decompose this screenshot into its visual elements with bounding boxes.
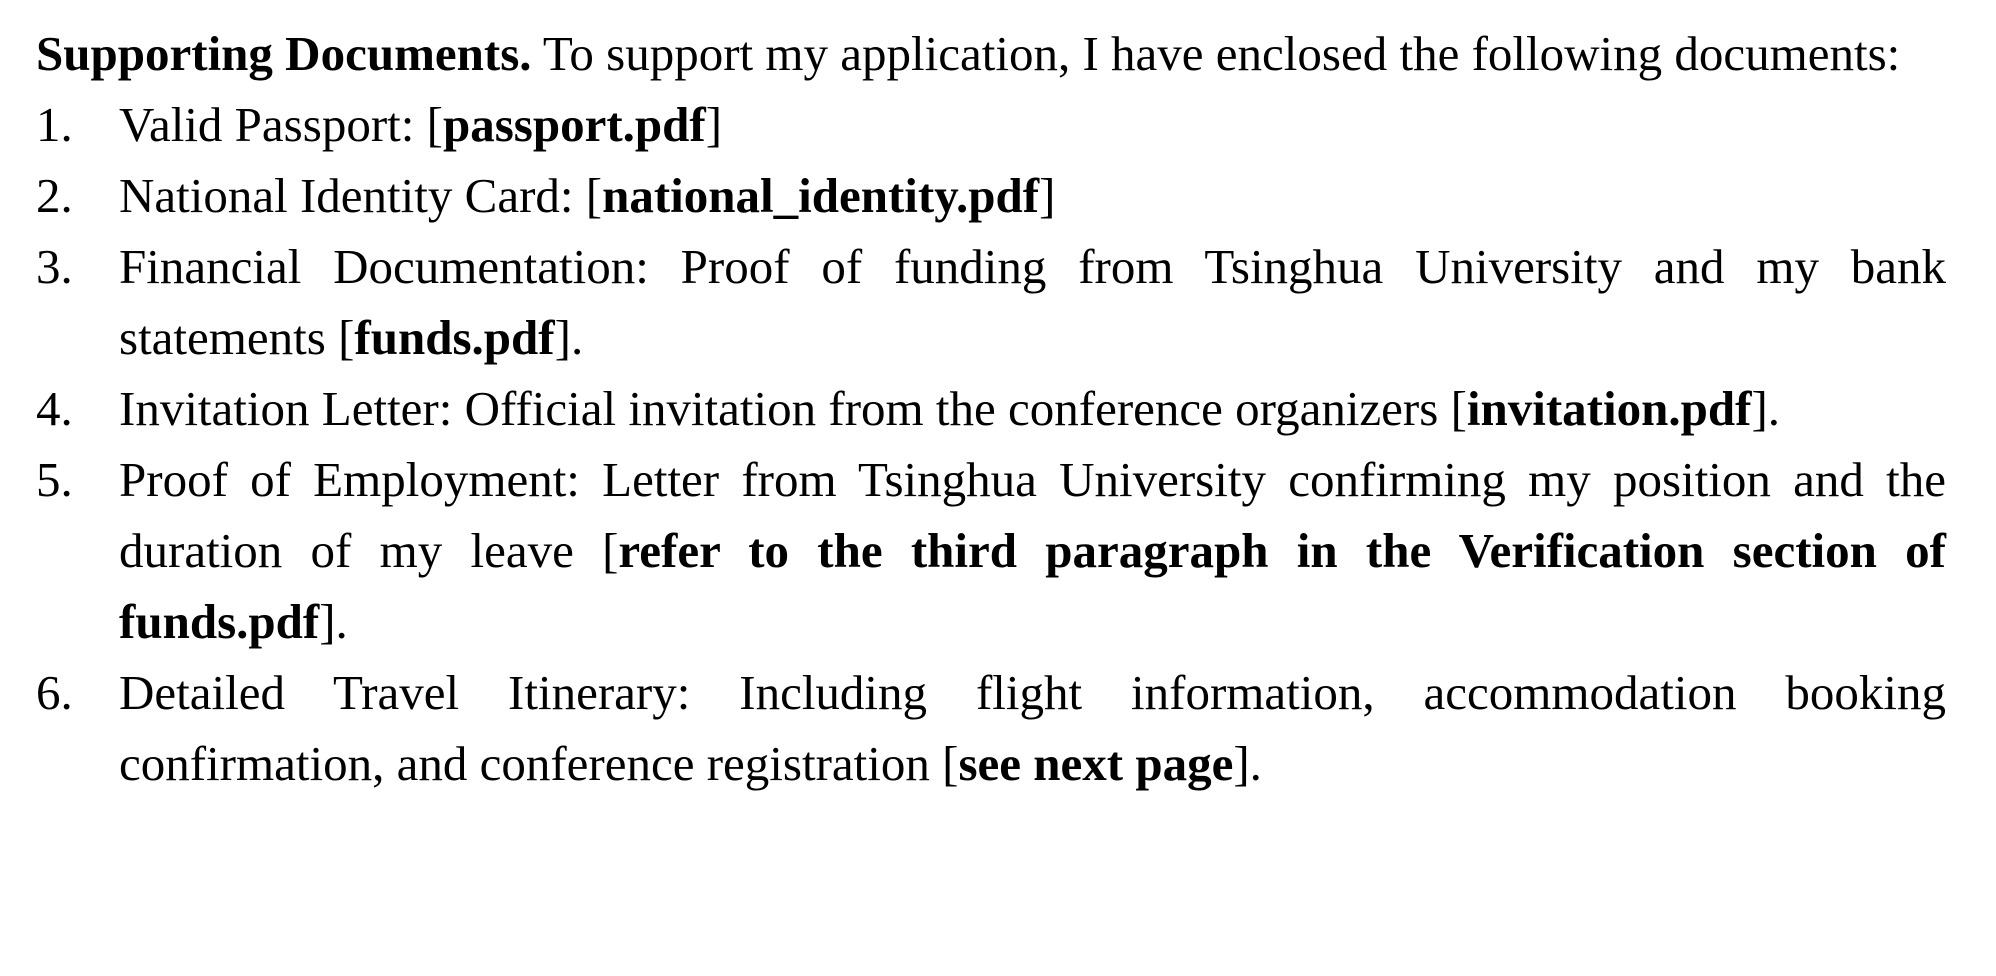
list-number: 4.	[36, 381, 73, 436]
item-tail: ].	[554, 310, 584, 365]
document-page	[36, 18, 1946, 799]
document-reference: refer to the third paragraph in the Verification section of funds.pdf	[119, 523, 1946, 649]
list-number: 6.	[36, 665, 73, 720]
document-reference: invitation.pdf	[1466, 381, 1752, 436]
intro-text: To support my application, I have enclosed the following documents:	[531, 26, 1901, 81]
list-number: 1.	[36, 97, 73, 152]
item-tail: ].	[319, 594, 348, 649]
list-item-travel-itinerary	[36, 657, 1946, 799]
document-reference: funds.pdf	[354, 310, 555, 365]
item-text: Detailed Travel Itinerary: Including flight information, accommodation booking confirmation, and conference registration [	[119, 665, 1946, 791]
document-reference: see next page	[958, 736, 1234, 791]
item-text: Proof of Employment: Letter from Tsinghua University confirming my position and the duration of my leave [	[119, 452, 1946, 578]
item-text: Financial Documentation: Proof of funding from Tsinghua University and my bank statements [	[119, 239, 1946, 365]
list-item-national-identity	[36, 160, 1946, 231]
section-heading: Supporting Documents.	[36, 26, 532, 81]
intro-paragraph	[36, 18, 1946, 89]
list-item-proof-of-employment	[36, 444, 1946, 657]
item-text: Valid Passport: [	[119, 97, 443, 152]
supporting-documents-list	[36, 89, 1946, 799]
list-number: 3.	[36, 239, 73, 294]
item-tail: ].	[1751, 381, 1781, 436]
list-number: 5.	[36, 452, 73, 507]
list-item-financial-documentation	[36, 231, 1946, 373]
document-reference: passport.pdf	[442, 97, 706, 152]
list-number: 2.	[36, 168, 73, 223]
list-item-invitation-letter	[36, 373, 1946, 444]
item-tail: ]	[705, 97, 723, 152]
item-text: Invitation Letter: Official invitation from the conference organizers [	[119, 381, 1467, 436]
item-tail: ].	[1233, 736, 1262, 791]
document-reference: national_identity.pdf	[602, 168, 1040, 223]
item-tail: ]	[1039, 168, 1056, 223]
list-item-passport	[36, 89, 1946, 160]
item-text: National Identity Card: [	[119, 168, 603, 223]
